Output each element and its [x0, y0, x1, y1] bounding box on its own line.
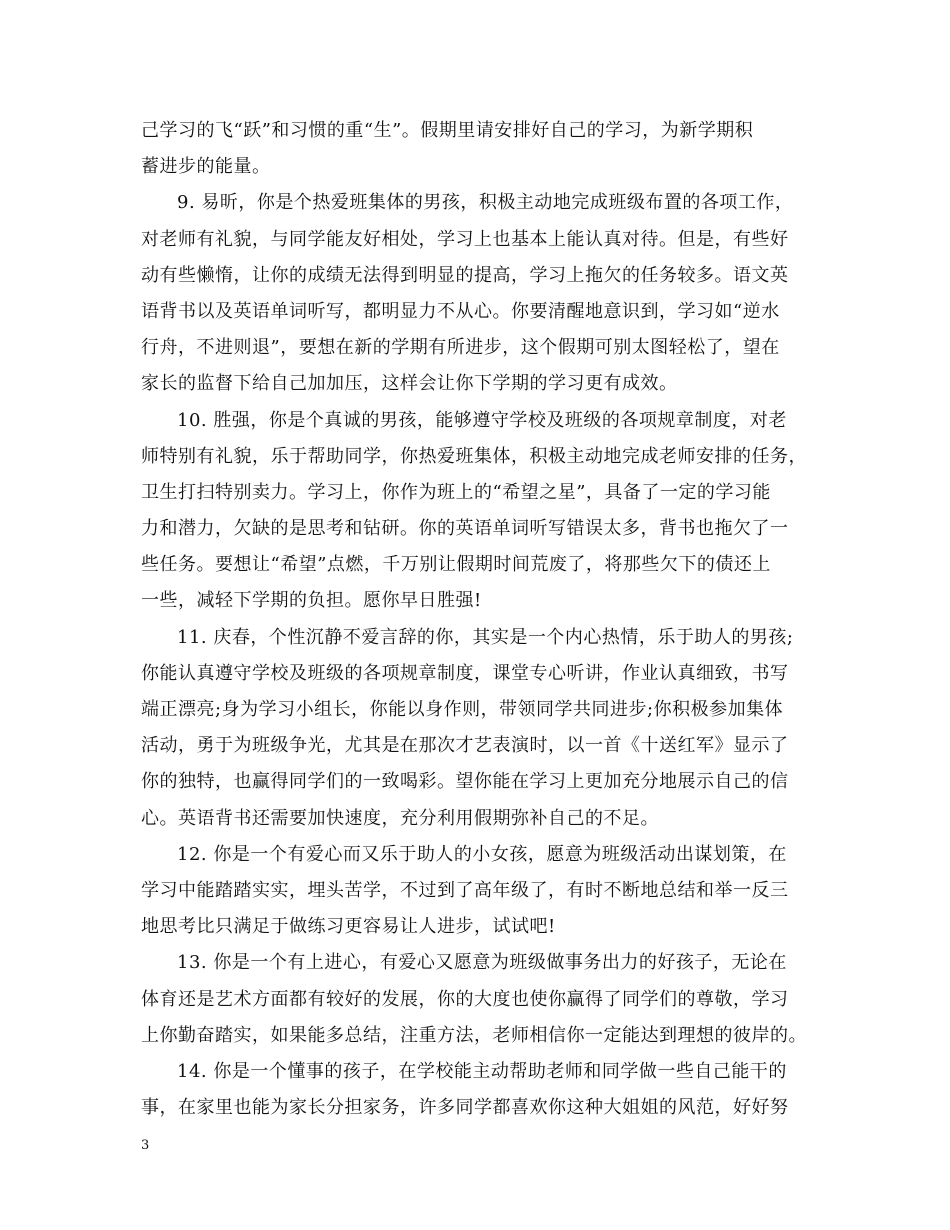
text-line: 己学习的飞“跃”和习惯的重“生”。假期里请安排好自己的学习，为新学期积	[141, 120, 754, 141]
text-line: 12. 你是一个有爱心而又乐于助人的小女孩，愿意为班级活动出谋划策，在	[177, 843, 787, 865]
paragraph	[141, 837, 823, 946]
page-number: 3	[141, 1138, 150, 1153]
text-line: 你的独特，也赢得同学们的一致喝彩。望你能在学习上更加充分地展示自己的信	[141, 771, 789, 793]
text-line: 11. 庆春，个性沉静不爱言辞的你，其实是一个内心热情，乐于助人的男孩;	[177, 626, 794, 648]
text-line: 语背书以及英语单词听写，都明显力不从心。你要清醒地意识到，学习如“逆水	[141, 300, 780, 322]
text-line: 事，在家里也能为家长分担家务，许多同学都喜欢你这种大姐姐的风范，好好努	[141, 1097, 789, 1119]
text-line: 一些，减轻下学期的负担。愿你早日胜强!	[141, 590, 482, 612]
text-line: 体育还是艺术方面都有较好的发展，你的大度也使你赢得了同学们的尊敬，学习	[141, 988, 789, 1010]
text-line: 地思考比只满足于做练习更容易让人进步，试试吧!	[141, 916, 556, 938]
text-line: 13. 你是一个有上进心，有爱心又愿意为班级做事务出力的好孩子，无论在	[177, 952, 787, 974]
text-line: 上你勤奋踏实，如果能多总结，注重方法，老师相信你一定能达到理想的彼岸的。	[141, 1024, 807, 1046]
text-line: 活动，勇于为班级争光，尤其是在那次才艺表演时，以一首《十送红军》显示了	[141, 735, 789, 757]
text-line: 卫生打扫特别卖力。学习上，你作为班上的“希望之星”，具备了一定的学习能	[141, 481, 771, 503]
text-line: 对老师有礼貌，与同学能友好相处，学习上也基本上能认真对待。但是，有些好	[141, 228, 789, 250]
text-line: 力和潜力，欠缺的是思考和钻研。你的英语单词听写错误太多，背书也拖欠了一	[141, 518, 789, 540]
text-line: 14. 你是一个懂事的孩子，在学校能主动帮助老师和同学做一些自己能干的	[177, 1060, 787, 1082]
text-line: 10. 胜强，你是个真诚的男孩，能够遵守学校及班级的各项规章制度，对老	[177, 409, 787, 431]
text-line: 动有些懒惰，让你的成绩无法得到明显的提高，学习上拖欠的任务较多。语文英	[141, 264, 789, 286]
text-line: 学习中能踏踏实实，埋头苦学，不过到了高年级了，有时不断地总结和举一反三	[141, 879, 789, 901]
text-line: 端正漂亮;身为学习小组长，你能以身作则，带领同学共同进步;你积极参加集体	[141, 699, 784, 720]
paragraph	[141, 185, 823, 402]
text-line: 你能认真遵守学校及班级的各项规章制度，课堂专心听讲，作业认真细致，书写	[141, 662, 789, 684]
text-line: 行舟，不进则退”，要想在新的学期有所进步，这个假期可别太图轻松了，望在	[141, 337, 780, 359]
text-line: 9. 易昕，你是个热爱班集体的男孩，积极主动地完成班级布置的各项工作，	[177, 192, 794, 214]
text-line: 蓄进步的能量。	[141, 156, 271, 178]
text-line: 些任务。要想让“希望”点燃，千万别让假期时间荒废了，将那些欠下的债还上	[141, 554, 771, 576]
paragraph	[141, 403, 823, 620]
text-line: 家长的监督下给自己加加压，这样会让你下学期的学习更有成效。	[141, 373, 678, 395]
text-line: 心。英语背书还需要加快速度，充分利用假期弥补自己的不足。	[141, 807, 659, 829]
paragraph	[141, 945, 823, 1054]
text-line: 师特别有礼貌，乐于帮助同学，你热爱班集体，积极主动地完成老师安排的任务，	[141, 445, 807, 467]
document-body	[141, 113, 823, 1126]
paragraph	[141, 1054, 823, 1126]
paragraph	[141, 113, 823, 185]
paragraph	[141, 620, 823, 837]
